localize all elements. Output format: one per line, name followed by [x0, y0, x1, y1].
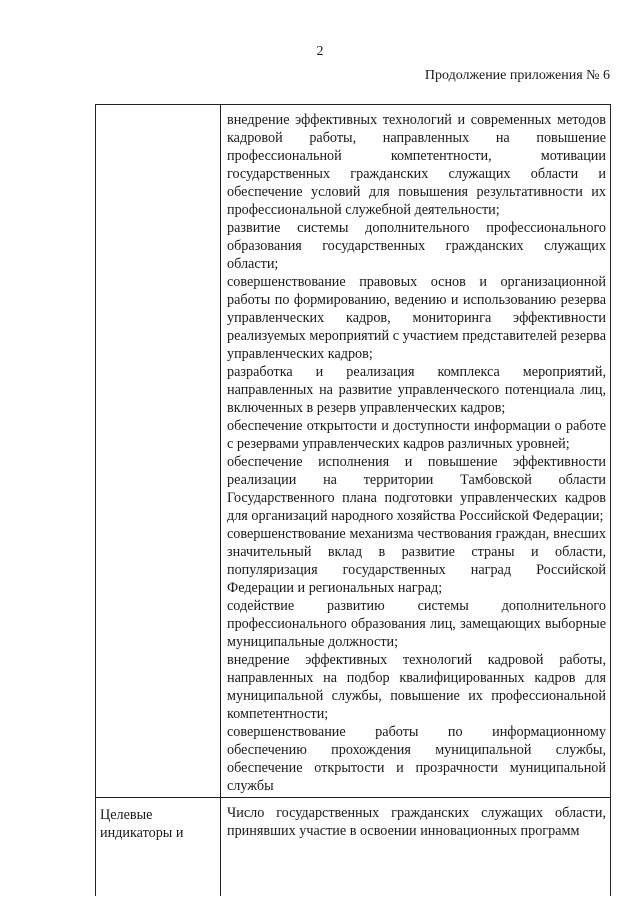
table-row	[96, 105, 611, 798]
page-number: 2	[316, 44, 324, 59]
program-table	[95, 104, 611, 896]
list-item: Число государственных гражданских служащих области, принявших участие в освоении инновационных программ	[227, 805, 606, 839]
list-item: обеспечение открытости и доступности информации о работе с резервами управленческих кадров различных уровней;	[227, 418, 606, 452]
list-item: внедрение эффективных технологий кадровой работы, направленных на подбор квалифицированных кадров для муниципальной службы, повышение их профессиональной компетентности;	[227, 652, 606, 722]
list-item: развитие системы дополнительного профессионального образования государственных гражданских служащих области;	[227, 220, 606, 272]
table-row	[96, 798, 611, 897]
list-item: совершенствование правовых основ и организационной работы по формированию, ведению и использованию резерва управленческих кадров, мониторинга эффективности реализуемых мероприятий с участием представителей резерва управленческих кадров;	[227, 274, 606, 362]
list-item: обеспечение исполнения и повышение эффективности реализации на территории Тамбовской области Государственного плана подготовки управленческих кадров для организаций народного хозяйства Российской Федерации;	[227, 454, 606, 524]
list-item: разработка и реализация комплекса мероприятий, направленных на развитие управленческого потенциала лиц, включенных в резерв управленческих кадров;	[227, 364, 606, 416]
row-label: Целевые индикаторы и	[96, 798, 221, 897]
row-content	[221, 798, 611, 897]
row-label	[96, 105, 221, 798]
list-item: содействие развитию системы дополнительного профессионального образования лиц, замещающих выборные муниципальные должности;	[227, 598, 606, 650]
list-item: совершенствование механизма чествования граждан, внесших значительный вклад в развитие страны и области, популяризация государственных наград Российской Федерации и региональных наград;	[227, 526, 606, 596]
list-item: внедрение эффективных технологий и современных методов кадровой работы, направленных на повышение профессиональной компетентности, мотивации государственных гражданских служащих области и обеспечение условий для повышения результативности их профессиональной служебной деятельности;	[227, 112, 606, 218]
list-item: совершенствование работы по информационному обеспечению прохождения муниципальной службы, обеспечение открытости и прозрачности муниципальной службы	[227, 724, 606, 794]
row-content	[221, 105, 611, 798]
appendix-note: Продолжение приложения № 6	[424, 68, 610, 83]
